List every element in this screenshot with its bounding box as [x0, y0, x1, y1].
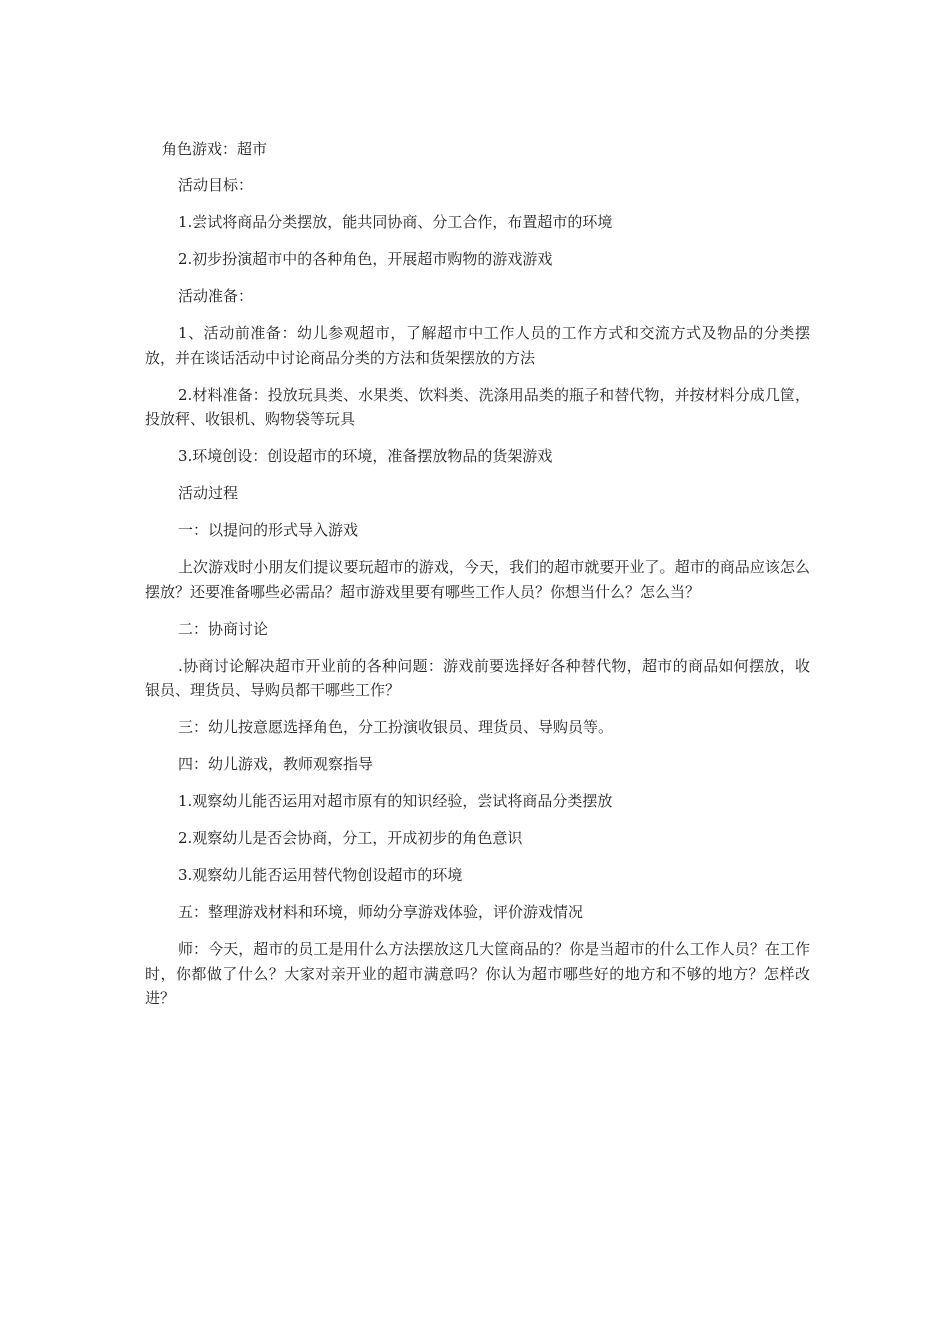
document-body	[145, 137, 810, 1011]
process-step-3: 三：幼儿按意愿选择角色，分工扮演收银员、理货员、导购员等。	[178, 718, 614, 736]
process-step-2-heading: 二：协商讨论	[178, 619, 269, 638]
process-step-5-heading: 五：整理游戏材料和环境，师幼分享游戏体验，评价游戏情况	[178, 903, 584, 921]
section-heading-preparation: 活动准备：	[178, 287, 254, 305]
preparation-item-3: 3.环境创设：创设超市的环境，准备摆放物品的货架游戏	[178, 447, 553, 465]
process-step-1-text: 上次游戏时小朋友们提议要玩超市的游戏，今天，我们的超市就要开业了。超市的商品应该怎么摆放？还要准备哪些必需品？超市游戏里要有哪些工作人员？你想当什么？怎么当？	[145, 558, 810, 601]
goal-item-2: 2.初步扮演超市中的各种角色，开展超市购物的游戏游戏	[178, 250, 553, 268]
section-heading-goals: 活动目标：	[178, 176, 254, 194]
observation-item-1: 1.观察幼儿能否运用对超市原有的知识经验，尝试将商品分类摆放	[178, 792, 613, 810]
observation-item-3: 3.观察幼儿能否运用替代物创设超市的环境	[178, 866, 463, 884]
preparation-item-2: 2.材料准备：投放玩具类、水果类、饮料类、洗涤用品类的瓶子和替代物，并按材料分成几筐，投放秤、收银机、购物袋等玩具	[145, 385, 810, 428]
process-step-1-heading: 一：以提问的形式导入游戏	[178, 521, 359, 539]
preparation-item-1: 1、活动前准备：幼儿参观超市，了解超市中工作人员的工作方式和交流方式及物品的分类摆放，并在谈话活动中讨论商品分类的方法和货架摆放的方法	[145, 324, 810, 367]
section-heading-process: 活动过程	[178, 484, 239, 502]
teacher-questions: 师：今天，超市的员工是用什么方法摆放这几大筐商品的？你是当超市的什么工作人员？在工作时，你都做了什么？大家对亲开业的超市满意吗？你认为超市哪些好的地方和不够的地方？怎样改进？	[145, 940, 810, 1007]
observation-item-2: 2.观察幼儿是否会协商，分工，开成初步的角色意识	[178, 829, 523, 847]
process-step-2-text: .协商讨论解决超市开业前的各种问题：游戏前要选择好各种替代物，超市的商品如何摆放，收银员、理货员、导购员都干哪些工作？	[145, 656, 810, 699]
document-title: 角色游戏：超市	[162, 140, 268, 158]
process-step-4-heading: 四：幼儿游戏，教师观察指导	[178, 755, 374, 773]
goal-item-1: 1.尝试将商品分类摆放，能共同协商、分工合作，布置超市的环境	[178, 213, 613, 231]
